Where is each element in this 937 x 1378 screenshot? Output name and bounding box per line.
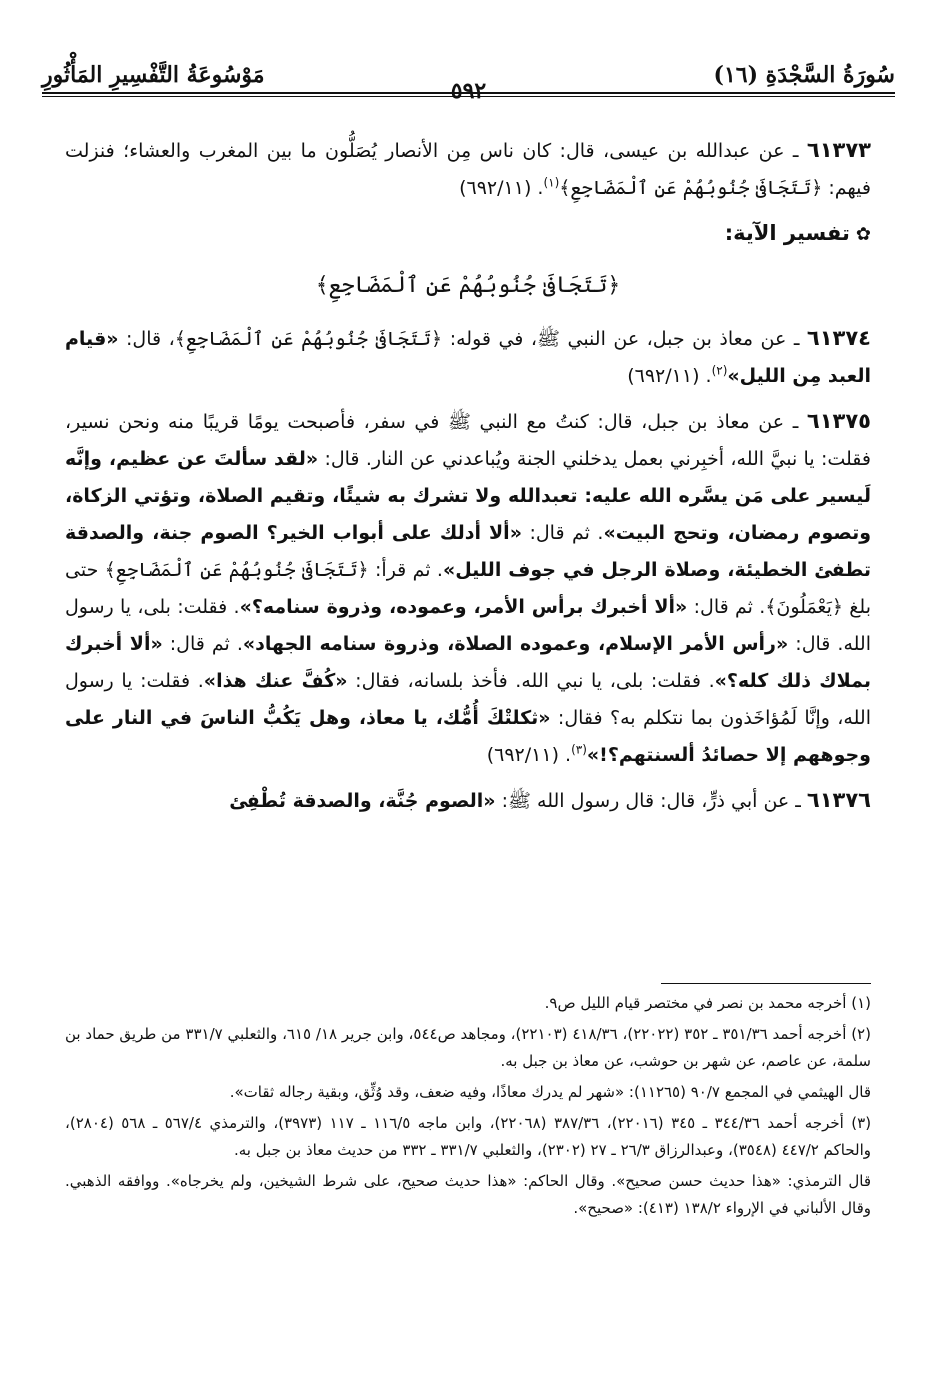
hadith-number: ٦١٣٧٦: [806, 788, 871, 812]
footnote-2-note: قال الهيثمي في المجمع ٩٠/٧ (١١٢٦٥): «شهر لم يدرك معاذًا، وفيه ضعف، وقد وُثِّق، وبقية رجاله ثقات».: [229, 1083, 871, 1101]
text: . ثم قال:: [162, 633, 243, 655]
hadith-61376: [65, 782, 871, 820]
prophetic-quote: «كُفَّ عنك هذا»: [203, 670, 348, 692]
footnote-ref[interactable]: (٢): [711, 363, 728, 378]
footnotes: [65, 990, 871, 1226]
prophetic-quote: «ألا أخبرك برأس الأمر، وعموده، وذروة سنامه؟»: [239, 596, 688, 618]
text: . فقلت: بلى، يا نبي الله. فأخذ بلسانه، فقال:: [347, 670, 715, 692]
prophetic-quote: «قيام العبد مِن الليل»: [65, 328, 871, 387]
text: . ثم قال:: [687, 596, 766, 618]
text: ـ عن عبدالله بن عيسى، قال: كان ناس مِن الأنصار يُصَلُّون ما بين المغرب والعشاء؛ فنزلت فيهم:: [65, 140, 871, 199]
prophetic-quote: «الصوم جُنَّة، والصدقة تُطْفِئ: [229, 790, 496, 812]
hadith-61375: [65, 403, 871, 774]
heading-text: تفسير الآية:: [724, 221, 850, 245]
page-number-wrap: [42, 78, 895, 104]
text: حتى بلغ: [65, 559, 871, 618]
hadith-61373: [65, 132, 871, 207]
hadith-number: ٦١٣٧٥: [806, 409, 871, 433]
footnote-ref[interactable]: (١): [543, 175, 560, 190]
quran-quote: ﴿يَعْمَلُونَ﴾: [765, 596, 844, 618]
prophetic-quote: «ألا أدلك على أبواب الخير؟ الصوم جنة، والصدقة تطفئ الخطيئة، وصلاة الرجل في جوف الليل»: [65, 522, 871, 581]
flower-icon: ✿: [855, 224, 871, 245]
running-header: [42, 58, 895, 104]
quran-quote: ﴿تَتَجَافَىٰ جُنُوبُهُمْ عَنِ ٱلْمَضَاجِعِ﴾: [559, 177, 823, 199]
text: ـ عن معاذ بن جبل، قال: كنتُ مع النبي ﷺ في سفر، فأصبحت يومًا قريبًا منه ونحن نسير، فقلت: يا نبيَّ الله، أخبِرني بعمل يدخلني الجنة ويُباعدني عن النار. قال:: [65, 411, 871, 470]
book-title: مَوْسُوعَةُ التَّفْسِيرِ المَأْثُورِ: [42, 62, 265, 88]
footnote-1: (١) أخرجه محمد بن نصر في مختصر قيام الليل ص٩.: [544, 994, 871, 1012]
hadith-61374: [65, 320, 871, 395]
footnote-3-note: قال الترمذي: «هذا حديث حسن صحيح». وقال الحاكم: «هذا حديث صحيح، على شرط الشيخين، ولم يخرجاه». ووافقه الذهبي. وقال الألباني في الإرواء ١٣٨/٢ (٤١٣): «صحيح».: [65, 1172, 871, 1217]
text: . (٦٩٢/١١): [627, 365, 712, 387]
surah-title: سُورَةُ السَّجْدَةِ (١٦): [713, 62, 895, 88]
text: . (٦٩٢/١١): [459, 177, 544, 199]
text: ـ عن أبي ذرٍّ، قال: قال رسول الله ﷺ:: [495, 790, 807, 812]
prophetic-quote: «رأس الأمر الإسلام، وعموده الصلاة، وذروة سنامه الجهاد»: [242, 633, 789, 655]
header-rule-thin: [42, 96, 895, 97]
hadith-number: ٦١٣٧٣: [806, 138, 871, 162]
hadith-number: ٦١٣٧٤: [806, 326, 871, 350]
prophetic-quote: «ثكلتْكَ أُمُّك، يا معاذ، وهل يَكُبُّ الناسَ في النار على وجوههم إلا حصائدُ ألسنتهم؟!»: [65, 707, 871, 766]
prophetic-quote: «ألا أخبرك بملاك ذلك كله؟»: [65, 633, 871, 692]
quran-quote: ﴿تَتَجَافَىٰ جُنُوبُهُمْ عَنِ ٱلْمَضَاجِعِ﴾: [104, 559, 369, 581]
text: . ثم قرأ:: [368, 559, 443, 581]
text: ، قال:: [118, 328, 175, 350]
footnote-2: (٢) أخرجه أحمد ٣٥١/٣٦ ـ ٣٥٢ (٢٢٠٢٢)، ٤١٨/٣٦ (٢٢١٠٣)، ومجاهد ص٥٤٤، وابن جرير ١٨/ ٦١٥، والثعلبي ٣٣١/٧ من طريق حماد بن سلمة، عن عاصم، عن شهر بن حوشب، عن معاذ بن جبل به.: [65, 1025, 871, 1070]
footnote-ref[interactable]: (٣): [571, 742, 587, 757]
quran-quote: ﴿تَتَجَافَىٰ جُنُوبُهُمْ عَنِ ٱلْمَضَاجِعِ﴾: [174, 328, 443, 350]
text: ـ عن معاذ بن جبل، عن النبي ﷺ، في قوله:: [442, 328, 807, 350]
footnote-separator: [661, 983, 871, 984]
text: . فقلت: يا رسول الله، وإنَّا لَمُؤاخَذون بما نتكلم به؟ فقال:: [65, 670, 871, 729]
header-rule: [42, 92, 895, 94]
verse-title: ﴿تَتَجَافَىٰ جُنُوبُهُمْ عَنِ ٱلْمَضَاجِعِ﴾: [315, 273, 621, 298]
page-number: ٥٩٢: [441, 78, 496, 104]
text: . (٦٩٢/١١): [486, 744, 572, 766]
section-heading: [65, 215, 871, 253]
text: . فقلت: بلى، يا رسول الله. قال:: [65, 596, 871, 655]
prophetic-quote: «لقد سألتَ عن عظيم، وإنَّه لَيسير على مَن يسَّره الله عليه: تعبدالله ولا تشرك به شيئًا، وتقيم الصلاة، وتؤتي الزكاة، وتصوم رمضان، وتحج البيت»: [65, 448, 872, 544]
footnote-3: (٣) أخرجه أحمد ٣٤٤/٣٦ ـ ٣٤٥ (٢٢٠١٦)، ٣٨٧/٣٦ (٢٢٠٦٨)، وابن ماجه ١١٦/٥ ـ ١١٧ (٣٩٧٣)، والترمذي ٥٦٧/٤ ـ ٥٦٨ (٢٨٠٤)، والحاكم ٤٤٧/٢ (٣٥٤٨)، وعبدالرزاق ٢٦/٣ ـ ٢٧ (٢٣٠٢)، والثعلبي ٣٣١/٧ ـ ٣٣٢ من حديث معاذ بن جبل به.: [65, 1114, 872, 1159]
main-text: [65, 132, 871, 828]
text: . ثم قال:: [521, 522, 604, 544]
